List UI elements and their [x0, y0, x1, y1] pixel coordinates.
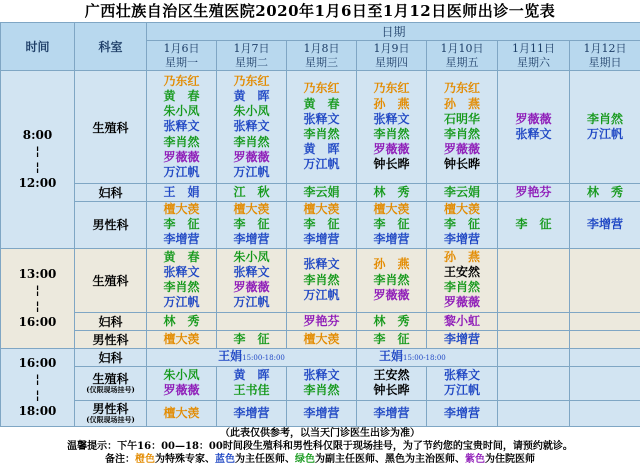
- schedule-cell: [217, 248, 287, 312]
- dept-reproductive: 生殖科: [75, 248, 147, 312]
- doctor-name: 李增营: [287, 232, 356, 247]
- schedule-cell: [217, 184, 287, 202]
- day-header: 1月6日 星期一: [147, 41, 217, 71]
- schedule-cell: [427, 312, 498, 330]
- legend-item: 为副主任医师、: [315, 454, 385, 465]
- day-header: 1月7日 星期二: [217, 41, 287, 71]
- schedule-cell: [427, 202, 498, 249]
- doctor-name: 黄 晖: [217, 89, 286, 104]
- doctor-name: 李肖然: [217, 135, 286, 150]
- dept-andrology: 男性科 (仅限现场挂号): [75, 400, 147, 426]
- schedule-cell: [357, 248, 427, 312]
- doctor-name: 李肖然: [287, 273, 356, 288]
- doctor-name: 李肖然: [287, 127, 356, 142]
- day-header: 1月10日 星期五: [427, 41, 498, 71]
- doctor-name: 李 征: [427, 217, 497, 232]
- legend-item: 为特殊专家、: [155, 454, 215, 465]
- doctor-name: 李增营: [147, 232, 216, 247]
- doctor-name: 朱小凤: [147, 104, 216, 119]
- schedule-cell: [357, 400, 427, 426]
- time-header: 时间: [1, 23, 75, 71]
- doctor-name: 李增营: [427, 332, 497, 347]
- schedule-cell: [427, 71, 498, 184]
- doctor-name: 李肖然: [570, 112, 640, 127]
- schedule-cell: [147, 366, 217, 400]
- dept-andrology: 男性科: [75, 330, 147, 348]
- doctor-name: 檀大羡: [147, 332, 216, 347]
- doctor-name: 檀大羡: [357, 202, 426, 217]
- schedule-cell: [498, 366, 570, 400]
- doctor-name: 黄 晖: [287, 142, 356, 157]
- doctor-name: 张释文: [147, 119, 216, 134]
- legend-item: 橙色: [135, 454, 155, 465]
- schedule-cell: [427, 184, 498, 202]
- doctor-name: 黄 晖: [217, 368, 286, 383]
- doctor-name: 李增营: [357, 232, 426, 247]
- dept-header: 科室: [75, 23, 147, 71]
- doctor-name: 张释文: [498, 127, 569, 142]
- legend-item: 为主任医师、: [235, 454, 295, 465]
- schedule-cell: [357, 202, 427, 249]
- doctor-name: 王 娟: [147, 185, 216, 200]
- doctor-name: 李 征: [217, 217, 286, 232]
- schedule-cell: [217, 366, 287, 400]
- doctor-name: 黄 春: [287, 97, 356, 112]
- schedule-cell: [498, 400, 570, 426]
- day-header: 1月11日 星期六: [498, 41, 570, 71]
- doctor-name: 李增营: [357, 406, 426, 421]
- dept-reproductive: 生殖科 (仅限现场挂号): [75, 366, 147, 400]
- doctor-name: 李 征: [287, 217, 356, 232]
- schedule-cell: [357, 330, 427, 348]
- schedule-cell: [498, 184, 570, 202]
- doctor-name: 王安然: [427, 265, 497, 280]
- doctor-name: 罗艳芬: [498, 185, 569, 200]
- doctor-name: 石明华: [427, 112, 497, 127]
- doctor-name: 张释文: [357, 112, 426, 127]
- doctor-name: 檀大羡: [147, 406, 216, 421]
- doctor-name: 李 征: [147, 217, 216, 232]
- doctor-name: 罗薇薇: [147, 383, 216, 398]
- schedule-cell: [287, 400, 357, 426]
- page-title: 广西壮族自治区生殖医院2020年1月6日至1月12日医师出诊一览表: [0, 0, 640, 22]
- day-header: 1月9日 星期四: [357, 41, 427, 71]
- schedule-cell: [498, 312, 570, 330]
- warm-tip: 温馨提示：下午16：00—18：00时间段生殖科和男性科仅限于现场挂号，为了节约您的宝贵时间，请预约就诊。: [0, 440, 640, 453]
- doctor-name: 王书佳: [217, 383, 286, 398]
- doctor-name: 罗艳芬: [287, 314, 356, 329]
- schedule-cell: [498, 71, 570, 184]
- doctor-name: 孙 燕: [427, 250, 497, 265]
- doctor-name: 李肖然: [357, 273, 426, 288]
- schedule-cell: [570, 366, 640, 400]
- day-header: 1月12日 星期日: [570, 41, 640, 71]
- schedule-cell: [570, 202, 640, 249]
- schedule-cell: [427, 330, 498, 348]
- doctor-name: 乃东红: [217, 74, 286, 89]
- legend-item: 黑色为主治医师、: [385, 454, 465, 465]
- dept-gynecology: 妇科: [75, 184, 147, 202]
- schedule-cell: [147, 202, 217, 249]
- doctor-name: 罗薇薇: [498, 112, 569, 127]
- doctor-name: 罗薇薇: [357, 142, 426, 157]
- schedule-cell: [498, 248, 570, 312]
- doctor-name: 黎小虹: [427, 314, 497, 329]
- doctor-name: 张释文: [427, 368, 497, 383]
- schedule-cell: [357, 71, 427, 184]
- doctor-name: 王安然: [357, 368, 426, 383]
- evening-gyn-left: 王娟15:00-18:00: [147, 348, 357, 366]
- color-legend: 备注：橙色为特殊专家、蓝色为主任医师、绿色为副主任医师、黑色为主治医师、紫色为住院医师: [0, 453, 640, 466]
- date-header: 日期: [147, 23, 640, 41]
- schedule-cell: [570, 400, 640, 426]
- evening-time: 16:00 ¦ ¦ 18:00: [1, 348, 75, 426]
- doctor-name: 罗薇薇: [427, 295, 497, 310]
- doctor-name: 李 征: [357, 217, 426, 232]
- doctor-name: 朱小凤: [217, 104, 286, 119]
- doctor-name: 李肖然: [427, 127, 497, 142]
- doctor-name: 张释文: [287, 257, 356, 272]
- doctor-name: 檀大羡: [217, 202, 286, 217]
- schedule-cell: [217, 312, 287, 330]
- dept-reproductive: 生殖科: [75, 71, 147, 184]
- doctor-name: 朱小凤: [147, 368, 216, 383]
- doctor-name: 李增营: [427, 232, 497, 247]
- doctor-name: 张释文: [147, 265, 216, 280]
- schedule-table: [0, 22, 640, 427]
- doctor-name: 万江帆: [217, 165, 286, 180]
- doctor-name: 孙 燕: [427, 97, 497, 112]
- schedule-cell: [427, 400, 498, 426]
- legend-item: 绿色: [295, 454, 315, 465]
- doctor-name: 李肖然: [147, 280, 216, 295]
- footer-notes: [0, 427, 640, 466]
- doctor-name: 李肖然: [427, 280, 497, 295]
- doctor-name: 钟长晔: [357, 157, 426, 172]
- doctor-name: 万江帆: [287, 157, 356, 172]
- doctor-name: 万江帆: [427, 383, 497, 398]
- schedule-cell: [570, 330, 640, 348]
- doctor-name: 檀大羡: [287, 202, 356, 217]
- doctor-name: 罗薇薇: [147, 150, 216, 165]
- schedule-cell: [357, 366, 427, 400]
- schedule-cell: [147, 184, 217, 202]
- schedule-cell: [570, 184, 640, 202]
- schedule-cell: [147, 400, 217, 426]
- doctor-name: 万江帆: [147, 165, 216, 180]
- doctor-name: 李 征: [498, 217, 569, 232]
- schedule-cell: [147, 330, 217, 348]
- doctor-name: 黄 春: [147, 89, 216, 104]
- schedule-cell: [427, 366, 498, 400]
- afternoon-time: 13:00 ¦ ¦ 16:00: [1, 248, 75, 348]
- doctor-name: 张释文: [217, 119, 286, 134]
- doctor-name: 乃东红: [357, 81, 426, 96]
- doctor-name: 钟长晔: [357, 383, 426, 398]
- schedule-cell: [147, 71, 217, 184]
- schedule-cell: [287, 248, 357, 312]
- doctor-name: 檀大羡: [427, 202, 497, 217]
- doctor-name: 万江帆: [570, 127, 640, 142]
- schedule-cell: [570, 248, 640, 312]
- doctor-name: 檀大羡: [287, 332, 356, 347]
- doctor-name: 罗薇薇: [427, 142, 497, 157]
- doctor-name: 李增营: [287, 406, 356, 421]
- doctor-name: 林 秀: [357, 185, 426, 200]
- legend-item: 蓝色: [215, 454, 235, 465]
- day-header: 1月8日 星期三: [287, 41, 357, 71]
- doctor-name: 万江帆: [287, 288, 356, 303]
- schedule-cell: [287, 202, 357, 249]
- legend-item: 紫色: [465, 454, 485, 465]
- doctor-name: 黄 春: [147, 250, 216, 265]
- schedule-cell: [217, 400, 287, 426]
- doctor-name: 乃东红: [147, 74, 216, 89]
- doctor-name: 李增营: [570, 217, 640, 232]
- doctor-name: 张释文: [217, 265, 286, 280]
- schedule-cell: [147, 312, 217, 330]
- dept-gynecology: 妇科: [75, 348, 147, 366]
- dept-gynecology: 妇科: [75, 312, 147, 330]
- schedule-cell: [570, 312, 640, 330]
- doctor-name: 李云娟: [427, 185, 497, 200]
- schedule-cell: [498, 202, 570, 249]
- schedule-cell: [287, 184, 357, 202]
- doctor-name: 乃东红: [427, 81, 497, 96]
- schedule-cell: [570, 71, 640, 184]
- doctor-name: 林 秀: [147, 314, 216, 329]
- schedule-cell: [287, 330, 357, 348]
- doctor-name: 李 征: [217, 332, 286, 347]
- doctor-name: 钟长晔: [427, 157, 497, 172]
- schedule-cell: [427, 248, 498, 312]
- doctor-name: 李 征: [357, 332, 426, 347]
- doctor-name: 李增营: [217, 232, 286, 247]
- doctor-name: 乃东红: [287, 81, 356, 96]
- schedule-cell: [217, 202, 287, 249]
- doctor-name: 张释文: [287, 112, 356, 127]
- doctor-name: 孙 燕: [357, 257, 426, 272]
- schedule-cell: [287, 366, 357, 400]
- doctor-name: 李增营: [217, 406, 286, 421]
- doctor-name: 李肖然: [287, 383, 356, 398]
- doctor-name: 李增营: [427, 406, 497, 421]
- doctor-name: 林 秀: [357, 314, 426, 329]
- doctor-name: 李肖然: [357, 127, 426, 142]
- schedule-cell: [357, 184, 427, 202]
- doctor-name: 万江帆: [147, 295, 216, 310]
- doctor-name: 罗薇薇: [217, 280, 286, 295]
- doctor-name: 罗薇薇: [217, 150, 286, 165]
- doctor-name: 李肖然: [147, 135, 216, 150]
- schedule-cell: [287, 71, 357, 184]
- schedule-cell: [287, 312, 357, 330]
- legend-item: 为住院医师: [485, 454, 535, 465]
- doctor-name: 张释文: [287, 368, 356, 383]
- dept-andrology: 男性科: [75, 202, 147, 249]
- doctor-name: 朱小凤: [217, 250, 286, 265]
- schedule-cell: [147, 248, 217, 312]
- schedule-cell: [217, 330, 287, 348]
- morning-time: 8:00 ¦ ¦ 12:00: [1, 71, 75, 249]
- doctor-name: 李云娟: [287, 185, 356, 200]
- schedule-cell: [498, 330, 570, 348]
- doctor-name: 林 秀: [570, 185, 640, 200]
- doctor-name: 孙 燕: [357, 97, 426, 112]
- doctor-name: 檀大羡: [147, 202, 216, 217]
- disclaimer: （此表仅供参考，以当天门诊医生出诊为准）: [0, 427, 640, 440]
- schedule-cell: [357, 312, 427, 330]
- doctor-name: 罗薇薇: [357, 288, 426, 303]
- evening-gyn-right: 王娟15:00-18:00: [357, 348, 498, 366]
- schedule-cell: [217, 71, 287, 184]
- doctor-name: 万江帆: [217, 295, 286, 310]
- doctor-name: 江 秋: [217, 185, 286, 200]
